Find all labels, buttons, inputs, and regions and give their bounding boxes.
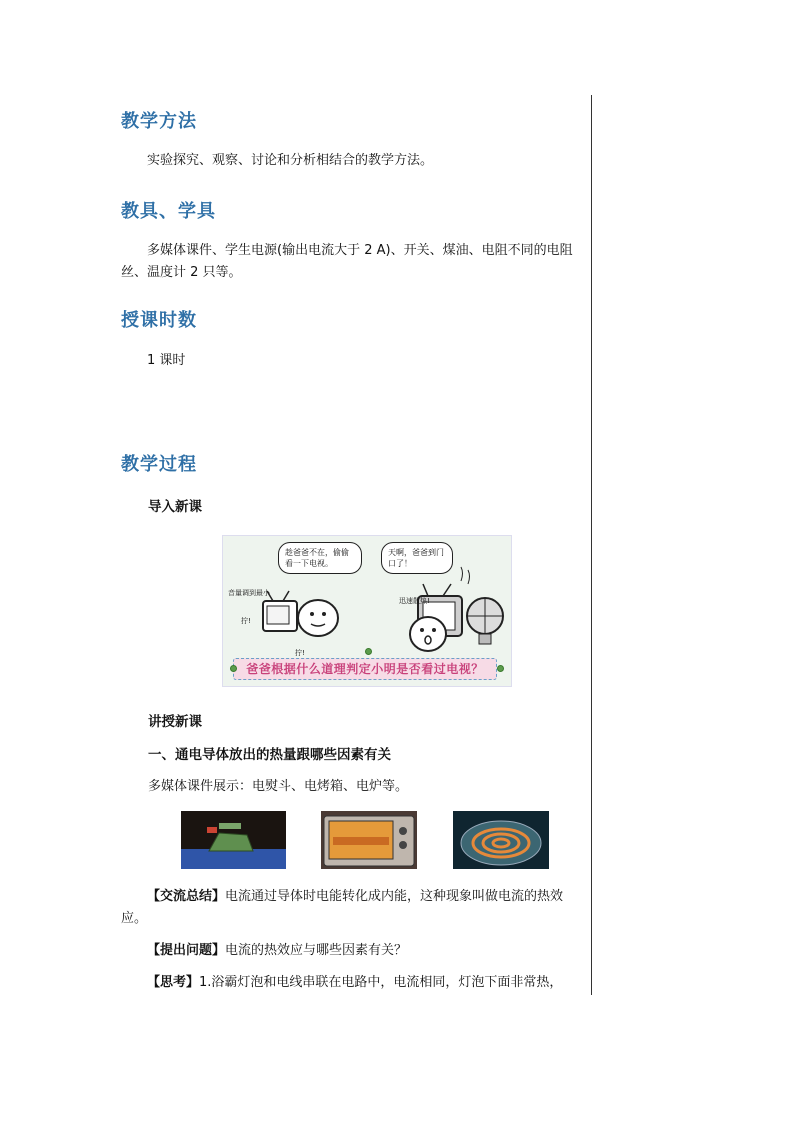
comic-label-volume: 音量调到最小 <box>228 589 270 597</box>
comic-bubble-left: 趁爸爸不在，偷偷看一下电视。 <box>278 542 362 574</box>
comic-banner: 爸爸根据什么道理判定小明是否看过电视？ <box>233 658 497 680</box>
selection-handle-right <box>497 665 504 672</box>
think-paragraph <box>121 972 586 994</box>
teaching-tools-text: 多媒体课件、学生电源(输出电流大于 2 A)、开关、煤油、电阻不同的电阻丝、温度计 2 只等。 <box>121 243 573 280</box>
comic-illustration <box>222 535 512 687</box>
comic-label-fast: 迅速散热! <box>399 597 430 605</box>
selection-handle-left <box>230 665 237 672</box>
comic-bubble-right: 天啊，爸爸到门口了！ <box>381 542 453 574</box>
multimedia-text: 多媒体课件展示：电熨斗、电烤箱、电炉等。 <box>148 779 409 794</box>
intro-label: 导入新课 <box>148 499 202 515</box>
question-tag: 【提出问题】 <box>147 943 226 958</box>
heading-teaching-method: 教学方法 <box>121 111 197 132</box>
teaching-method-text: 实验探究、观察、讨论和分析相结合的教学方法。 <box>147 153 434 168</box>
class-hours-text: 1 课时 <box>147 353 186 368</box>
page-right-rule <box>591 95 592 995</box>
think-tag: 【思考】 <box>147 975 200 990</box>
heading-class-hours: 授课时数 <box>121 310 197 331</box>
heading-teaching-process: 教学过程 <box>121 454 197 475</box>
heading-teaching-tools: 教具、学具 <box>121 201 216 222</box>
topic-1-title: 一、通电导体放出的热量跟哪些因素有关 <box>148 747 391 763</box>
summary-tag: 【交流总结】 <box>147 889 226 904</box>
lecture-label: 讲授新课 <box>148 714 202 730</box>
think-text: 1.浴霸灯泡和电线串联在电路中，电流相同，灯泡下面非常热， <box>199 975 563 990</box>
photo-electric-iron <box>181 811 286 869</box>
question-text: 电流的热效应与哪些因素有关？ <box>225 943 408 958</box>
question-paragraph <box>121 940 586 962</box>
photo-electric-stove <box>453 811 549 869</box>
comic-label-click-2: 拧! <box>295 649 305 657</box>
summary-paragraph <box>121 886 586 930</box>
photo-electric-oven <box>321 811 417 869</box>
selection-handle-top <box>365 648 372 655</box>
comic-label-click-1: 拧! <box>241 617 251 625</box>
summary-text: 电流通过导体时电能转化成内能，这种现象叫做电流的热效应。 <box>121 889 564 926</box>
